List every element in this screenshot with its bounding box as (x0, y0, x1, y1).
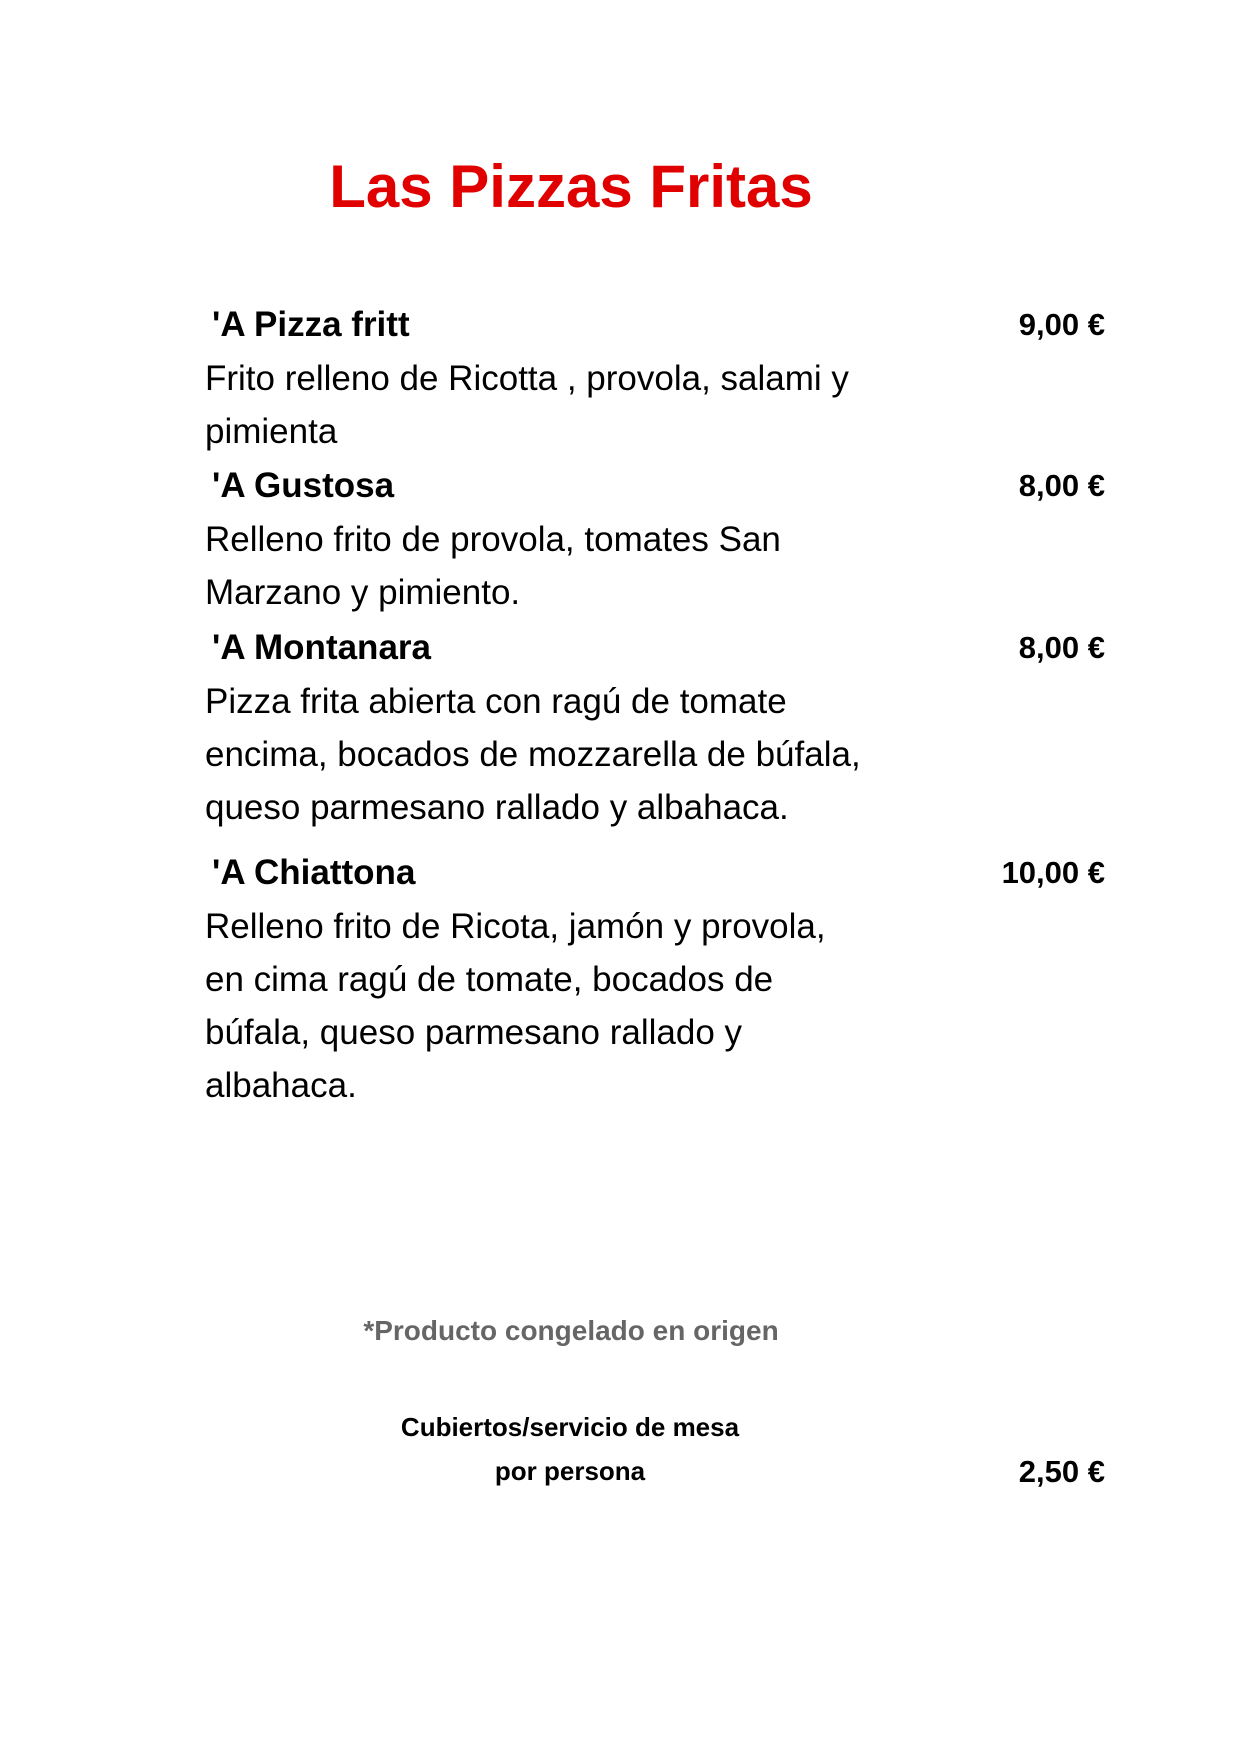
service-charge-label-line: Cubiertos/servicio de mesa (400, 1412, 740, 1442)
service-charge-label-line: por persona (494, 1456, 646, 1486)
item-description-line: Relleno frito de provola, tomates San (205, 520, 781, 559)
service-charge-price: 2,50 € (1018, 1454, 1105, 1489)
item-price: 10,00 € (1001, 855, 1105, 890)
item-description-line: queso parmesano rallado y albahaca. (205, 788, 789, 827)
item-price: 8,00 € (1018, 468, 1105, 503)
item-name: 'A Montanara (212, 628, 431, 667)
item-name: 'A Gustosa (212, 466, 395, 505)
item-description-line: búfala, queso parmesano rallado y (205, 1013, 743, 1052)
item-description-line: encima, bocados de mozzarella de búfala, (205, 735, 861, 774)
item-description (205, 513, 935, 619)
item-description-line: pimienta (205, 412, 338, 451)
item-description-line: Marzano y pimiento. (205, 573, 521, 612)
item-description-line: Pizza frita abierta con ragú de tomate (205, 682, 787, 721)
page-title: Las Pizzas Fritas (329, 153, 813, 220)
item-description-line: Relleno frito de Ricota, jamón y provola, (205, 907, 826, 946)
item-price: 8,00 € (1018, 630, 1105, 665)
item-name: 'A Chiattona (212, 853, 416, 892)
frozen-product-note: *Producto congelado en origen (363, 1315, 779, 1346)
item-description (205, 900, 935, 1112)
item-description (205, 352, 935, 458)
item-name: 'A Pizza fritt (212, 305, 410, 344)
item-price: 9,00 € (1018, 307, 1105, 342)
item-description-line: en cima ragú de tomate, bocados de (205, 960, 774, 999)
item-description-line: albahaca. (205, 1066, 357, 1105)
item-description-line: Frito relleno de Ricotta , provola, salami y (205, 359, 849, 398)
item-description (205, 675, 935, 834)
service-charge-label (330, 1405, 810, 1493)
